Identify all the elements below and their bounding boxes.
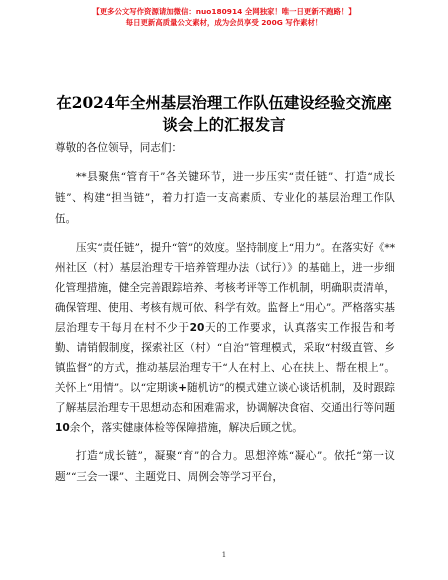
paragraph-2-plus: + [178, 382, 187, 394]
promo-banner [0, 6, 448, 28]
greeting: 尊敬的各位领导，同志们： [55, 142, 183, 154]
paragraph-2-text-c: 随机访”的模式建立谈心谈话机制，及时跟踪了解基层治理专干思想动态和困难需求，协调解决食宿、交通出行等问题 [55, 382, 395, 414]
paragraph-1: **县聚焦“管育干”各关键环节，进一步压实“责任链”、打造“成长链”、构建“担当链”，着力打造一支高素质、专业化的基层治理工作队伍。 [55, 171, 395, 225]
paragraph-2 [55, 238, 395, 438]
paragraph-2-number-days: 20 [189, 322, 205, 334]
paragraph-2-text-b: 天的工作要求，认真落实工作报告和考勤、请销假制度，探索社区（村）“自治”管理模式，采取“村级直管、乡镇监督”的方式，推动基层治理专干“人在村上、心在扶上、帮在根上”。关怀上“用情”。以“定期谈 [55, 322, 396, 394]
document-title: 在2024年全州基层治理工作队伍建设经验交流座谈会上的汇报发言 [56, 94, 392, 134]
promo-banner-line-1: 【更多公文写作资源请加微信：nuo180914 全网独家！唯一日更新不跑路！】 [92, 7, 356, 16]
paragraph-3: 打造“成长链”，凝聚“育”的合力。思想淬炼“凝心”。依托“第一议题”“三会一课”、主题党日、周例会等学习平台， [55, 450, 395, 483]
paragraph-2-text-a: 压实“责任链”，提升“管”的效度。坚持制度上“用力”。在落实好《**州社区（村）基层治理专干培养管理办法（试行）》的基础上，进一步细化管理措施，健全完善跟踪培养、考核考评等工作机制，明确职责清单，确保管理、使用、考核有规可依、科学有效。监督上“用心”。严格落实基层治理专干每月在村不少于 [55, 242, 395, 334]
paragraph-2-text-d: 余个，落实健康体检等保障措施，解决后顾之忧。 [69, 422, 303, 434]
promo-banner-line-2: 每日更新高质量公文素材，成为会员享受 200G 写作素材！ [125, 18, 323, 27]
document-body [55, 138, 395, 488]
paragraph-2-number-issues: 10 [55, 422, 70, 434]
page-number: 1 [221, 551, 227, 559]
